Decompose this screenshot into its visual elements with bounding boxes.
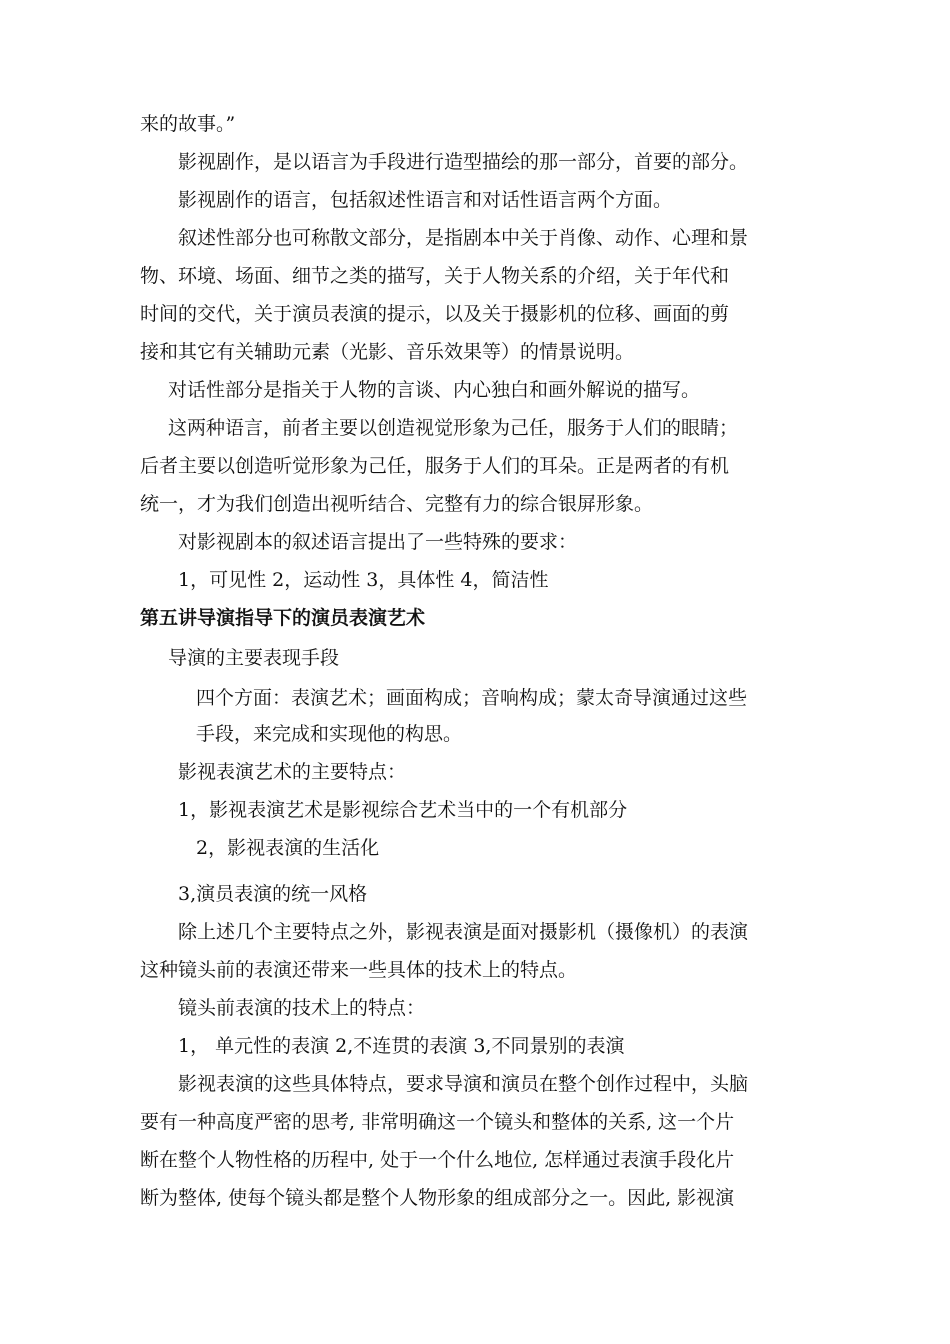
text-line-27: 要有一种高度严密的思考, 非常明确这一个镜头和整体的关系, 这一个片 — [140, 1111, 735, 1133]
text-line-22: 除上述几个主要特点之外，影视表演是面对摄影机（摄像机）的表演 — [178, 921, 749, 943]
text-line-7: 接和其它有关辅助元素（光影、音乐效果等）的情景说明。 — [140, 341, 635, 363]
text-line-24: 镜头前表演的技术上的特点： — [178, 997, 426, 1019]
text-line-1: 来的故事。” — [140, 113, 236, 135]
text-line-10: 后者主要以创造听觉形象为己任，服务于人们的耳朵。正是两者的有机 — [140, 455, 730, 477]
text-line-11: 统一，才为我们创造出视听结合、完整有力的综合银屏形象。 — [140, 493, 654, 515]
text-line-9: 这两种语言，前者主要以创造视觉形象为己任，服务于人们的眼睛； — [168, 417, 739, 439]
text-line-4: 叙述性部分也可称散文部分，是指剧本中关于肖像、动作、心理和景 — [178, 227, 749, 249]
text-line-25: 1， 单元性的表演 2,不连贯的表演 3,不同景别的表演 — [178, 1035, 625, 1057]
text-line-16: 四个方面：表演艺术；画面构成；音响构成；蒙太奇导演通过这些 — [196, 687, 748, 709]
text-line-29: 断为整体, 使每个镜头都是整个人物形象的组成部分之一。因此, 影视演 — [140, 1187, 735, 1209]
text-line-8: 对话性部分是指关于人物的言谈、内心独白和画外解说的描写。 — [168, 379, 701, 401]
text-line-20: 2，影视表演的生活化 — [196, 837, 380, 859]
text-line-15: 导演的主要表现手段 — [168, 647, 340, 669]
text-line-23: 这种镜头前的表演还带来一些具体的技术上的特点。 — [140, 959, 578, 981]
text-line-13: 1，可见性 2，运动性 3，具体性 4，简洁性 — [178, 569, 549, 591]
text-line-2: 影视剧作，是以语言为手段进行造型描绘的那一部分，首要的部分。 — [178, 151, 749, 173]
text-line-26: 影视表演的这些具体特点，要求导演和演员在整个创作过程中，头脑 — [178, 1073, 749, 1095]
text-line-6: 时间的交代，关于演员表演的提示，以及关于摄影机的位移、画面的剪 — [140, 303, 730, 325]
text-line-3: 影视剧作的语言，包括叙述性语言和对话性语言两个方面。 — [178, 189, 673, 211]
section-heading: 第五讲导演指导下的演员表演艺术 — [140, 607, 426, 629]
text-line-28: 断在整个人物性格的历程中, 处于一个什么地位, 怎样通过表演手段化片 — [140, 1149, 735, 1171]
text-line-21: 3,演员表演的统一风格 — [178, 883, 368, 905]
text-line-12: 对影视剧本的叙述语言提出了一些特殊的要求： — [178, 531, 578, 553]
text-line-5: 物、环境、场面、细节之类的描写，关于人物关系的介绍，关于年代和 — [140, 265, 730, 287]
text-line-18: 影视表演艺术的主要特点： — [178, 761, 407, 783]
text-line-19: 1，影视表演艺术是影视综合艺术当中的一个有机部分 — [178, 799, 628, 821]
text-line-17: 手段，来完成和实现他的构思。 — [196, 723, 463, 745]
